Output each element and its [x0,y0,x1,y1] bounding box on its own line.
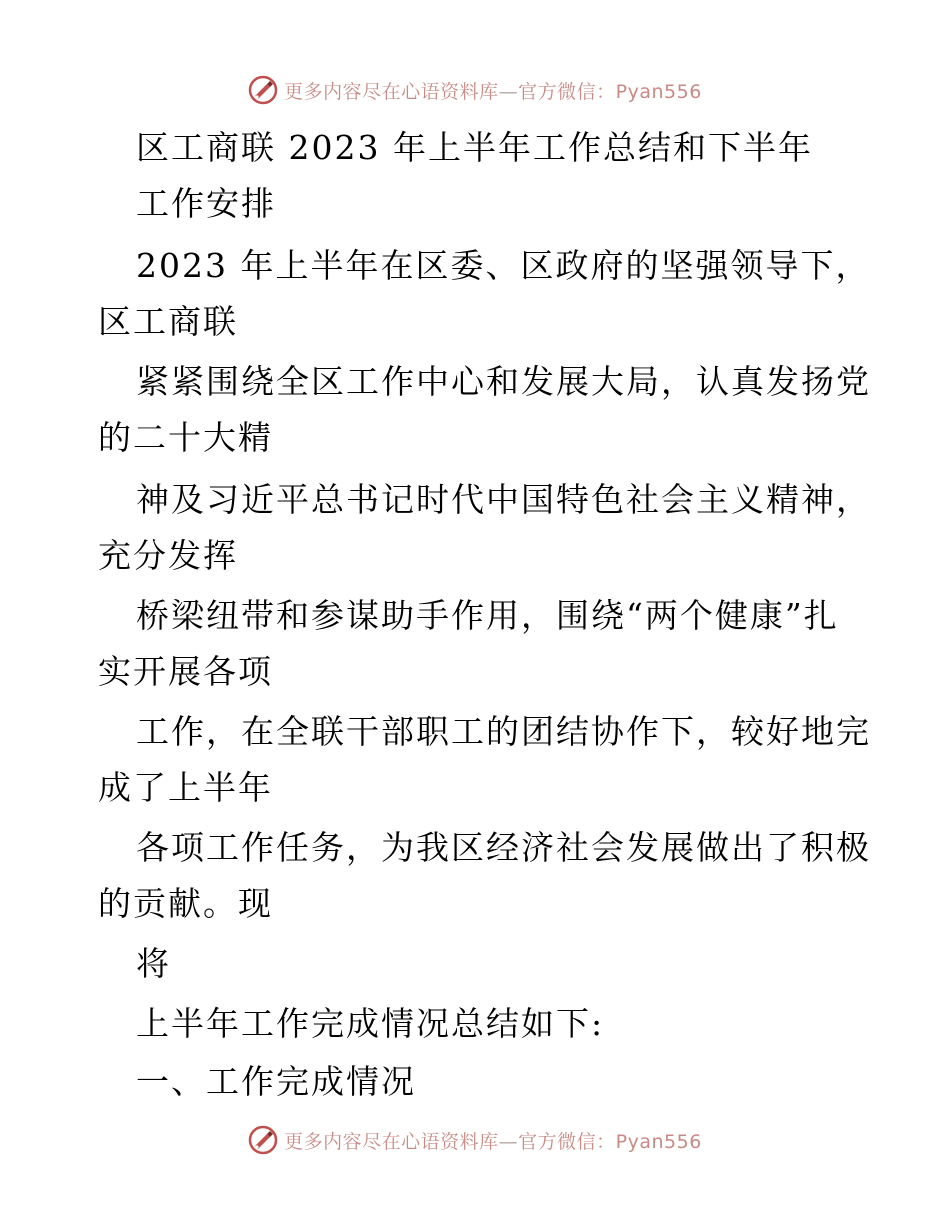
paragraph-line: 充分发挥 [98,536,238,575]
section-heading: 一、工作完成情况 [136,1062,416,1101]
paragraph-line: 上半年工作完成情况总结如下: [136,1004,605,1043]
paragraph-line: 将 [136,944,171,983]
paragraph-line: 各项工作任务，为我区经济社会发展做出了积极 [136,828,871,867]
paragraph-line: 桥梁纽带和参谋助手作用，围绕“两个健康”扎 [136,596,839,635]
paragraph-line: 成了上半年 [98,768,273,807]
watermark-account: 官方微信：Pyan556 [518,80,702,103]
paragraph-line: 紧紧围绕全区工作中心和发展大局，认真发扬党 [136,362,871,401]
pen-logo-icon [248,75,278,105]
watermark-account: 官方微信：Pyan556 [518,1130,702,1153]
title-line-2: 工作安排 [136,184,276,223]
watermark-text: 更多内容尽在心语资料库 [284,1130,499,1153]
watermark-text: 更多内容尽在心语资料库 [284,80,499,103]
paragraph-line: 工作，在全联干部职工的团结协作下，较好地完 [136,712,871,751]
paragraph-line: 2023 年上半年在区委、区政府的坚强领导下， [136,246,871,285]
paragraph-line: 的贡献。现 [98,884,273,923]
title-line-1: 区工商联 2023 年上半年工作总结和下半年 [136,128,813,167]
watermark-separator: — [498,1130,519,1153]
paragraph-line: 区工商联 [98,302,238,341]
watermark-footer [0,1120,950,1160]
pen-logo-icon [248,1125,278,1155]
paragraph-line: 实开展各项 [98,652,273,691]
paragraph-line: 的二十大精 [98,418,273,457]
paragraph-line: 神及习近平总书记时代中国特色社会主义精神， [136,480,871,519]
watermark-separator: — [498,80,519,103]
watermark-header [0,70,950,110]
